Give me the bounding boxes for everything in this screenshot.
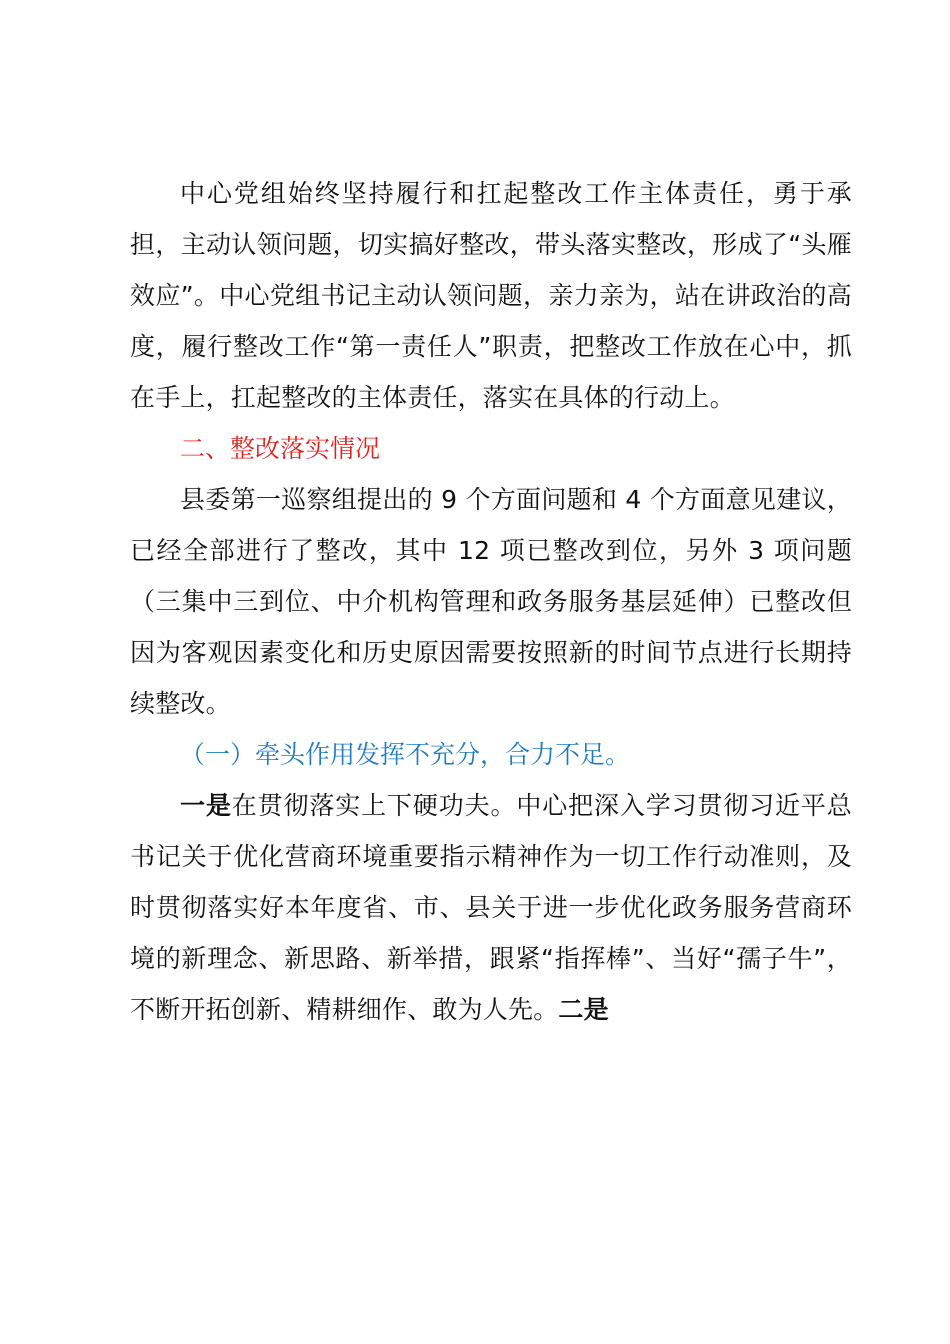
paragraph-inspection-issues: 县委第一巡察组提出的 9 个方面问题和 4 个方面意见建议，已经全部进行了整改，其中 12 项已整改到位，另外 3 项问题（三集中三到位、中介机构管理和政务服务基层延伸）已整改但因为客观因素变化和历史原因需要按照新的时间节点进行长期持续整改。 <box>130 485 852 718</box>
section-heading-rectification-status: 二、整改落实情况 <box>180 434 381 463</box>
point-two-label: 二是 <box>558 995 609 1024</box>
point-one-text: 在贯彻落实上下硬功夫。中心把深入学习贯彻习近平总书记关于优化营商环境重要指示精神作为一切工作行动准则，及时贯彻落实好本年度省、市、县关于进一步优化政务服务营商环境的新理念、新思路、新举措，跟紧“指挥棒”、当好“孺子牛”，不断开拓创新、精耕细作、敢为人先。 <box>130 791 852 1024</box>
subsection-heading-leading-role: （一）牵头作用发挥不充分，合力不足。 <box>180 740 631 769</box>
document-body <box>130 168 852 1035</box>
point-one-label: 一是 <box>180 791 232 820</box>
paragraph-party-group-responsibility: 中心党组始终坚持履行和扛起整改工作主体责任，勇于承担，主动认领问题，切实搞好整改，带头落实整改，形成了“头雁效应”。中心党组书记主动认领问题，亲力亲为，站在讲政治的高度，履行整改工作“第一责任人”职责，把整改工作放在心中，抓在手上，扛起整改的主体责任，落实在具体的行动上。 <box>130 179 852 412</box>
paragraph-implementation <box>130 780 852 1035</box>
